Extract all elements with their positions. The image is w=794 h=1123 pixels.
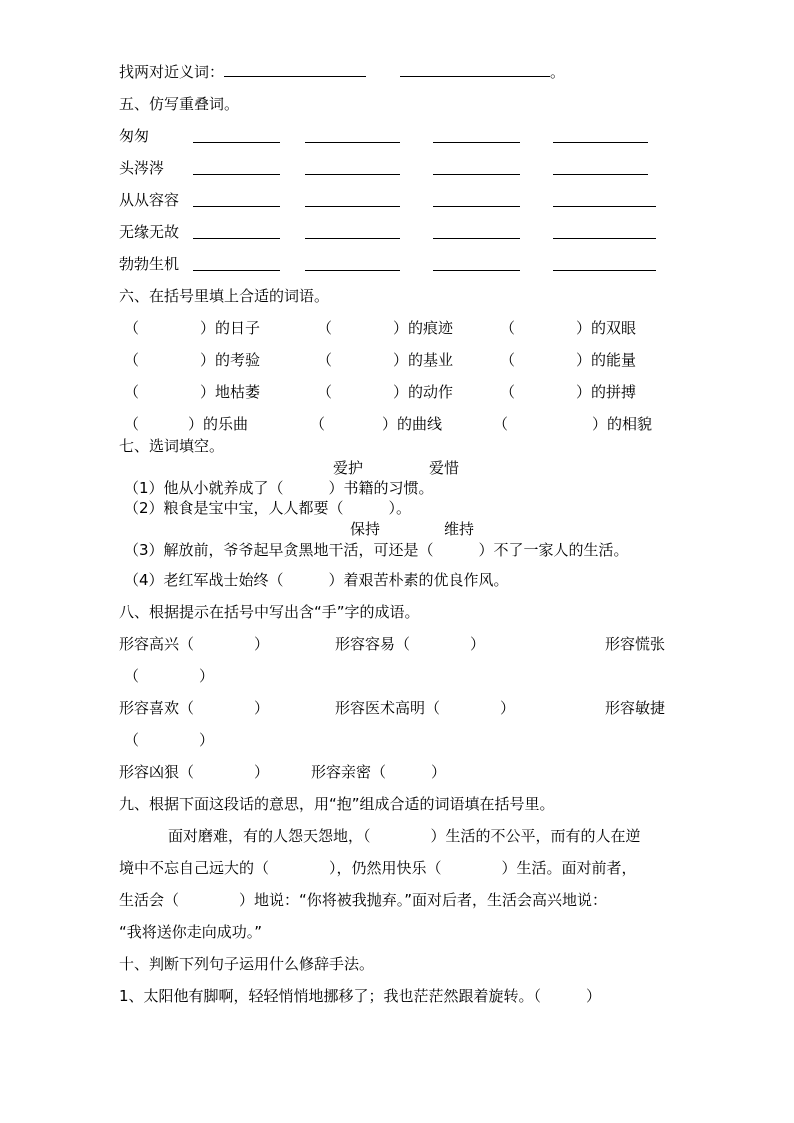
answer-blank[interactable] — [433, 256, 520, 271]
end-mark: 。 — [550, 63, 566, 81]
idiom-prompt: 形容喜欢（ ） — [119, 699, 270, 717]
phrase: ）的相貌 — [592, 415, 653, 433]
open-paren: （ — [310, 415, 326, 433]
answer-blank[interactable] — [433, 160, 520, 175]
phrase: ）的乐曲 — [188, 415, 249, 433]
paragraph-line: 境中不忘自己远大的（ ），仍然用快乐（ ）生活。面对前者， — [119, 859, 637, 877]
idiom-prompt: 形容医术高明（ ） — [335, 699, 516, 717]
section-title-10: 十、判断下列句子运用什么修辞手法。 — [119, 955, 375, 973]
answer-blank[interactable] — [193, 128, 280, 143]
sentence-1: （1）他从小就养成了（ ）书籍的习惯。 — [124, 479, 434, 497]
rhetoric-sentence-1: 1、太阳他有脚啊，轻轻悄悄地挪移了；我也茫茫然跟着旋转。（ ） — [119, 987, 602, 1005]
open-paren: （ — [124, 383, 140, 401]
synonym-line — [119, 62, 565, 82]
phrase: ）的动作 — [393, 383, 454, 401]
section-title-6: 六、在括号里填上合适的词语。 — [119, 287, 330, 305]
section-title-9: 九、根据下面这段话的意思，用“抱”组成合适的词语填在括号里。 — [119, 795, 555, 813]
open-paren: （ — [500, 351, 516, 369]
idiom-prompt: 形容容易（ ） — [335, 635, 486, 653]
paragraph-line: 面对磨难，有的人怨天怨地，（ ）生活的不公平，而有的人在逆 — [168, 827, 641, 845]
sentence-3: （3）解放前，爷爷起早贪黑地干活，可还是（ ）不了一家人的生活。 — [124, 541, 629, 559]
idiom-prompt: 形容敏捷 — [605, 699, 666, 717]
example-word: 勃勃生机 — [119, 255, 180, 273]
paragraph-line: 生活会（ ）地说：“你将被我抛弃。”面对后者，生活会高兴地说： — [119, 891, 608, 909]
open-paren: （ — [124, 319, 140, 337]
open-paren: （ — [493, 415, 509, 433]
idiom-prompt: 形容亲密（ ） — [311, 763, 447, 781]
word-choice: 保持 — [350, 520, 381, 538]
answer-blank[interactable] — [305, 256, 400, 271]
answer-blank[interactable] — [400, 62, 550, 77]
open-paren: （ — [317, 319, 333, 337]
answer-blank[interactable] — [193, 224, 280, 239]
phrase: ）的考验 — [200, 351, 261, 369]
section-title-5: 五、仿写重叠词。 — [119, 95, 240, 113]
answer-blank[interactable] — [305, 192, 400, 207]
idiom-blank: （ ） — [124, 731, 215, 749]
phrase: ）的双眼 — [576, 319, 637, 337]
open-paren: （ — [124, 351, 140, 369]
example-word: 匆匆 — [119, 127, 150, 145]
phrase: ）的曲线 — [382, 415, 443, 433]
answer-blank[interactable] — [193, 160, 280, 175]
open-paren: （ — [500, 383, 516, 401]
phrase: ）的日子 — [200, 319, 261, 337]
answer-blank[interactable] — [553, 224, 656, 239]
answer-blank[interactable] — [433, 128, 520, 143]
idiom-prompt: 形容凶狠（ ） — [119, 763, 270, 781]
word-choice: 爱护 — [333, 459, 364, 477]
answer-blank[interactable] — [193, 192, 280, 207]
sentence-2: （2）粮食是宝中宝，人人都要（ ）。 — [124, 499, 412, 517]
open-paren: （ — [500, 319, 516, 337]
phrase: ）的拼搏 — [576, 383, 637, 401]
idiom-prompt: 形容高兴（ ） — [119, 635, 270, 653]
answer-blank[interactable] — [433, 192, 520, 207]
answer-blank[interactable] — [433, 224, 520, 239]
paragraph-line: “我将送你走向成功。” — [119, 923, 263, 941]
open-paren: （ — [317, 383, 333, 401]
answer-blank[interactable] — [305, 160, 400, 175]
answer-blank[interactable] — [224, 62, 366, 77]
answer-blank[interactable] — [553, 128, 648, 143]
word-choice: 爱惜 — [429, 459, 460, 477]
answer-blank[interactable] — [553, 256, 656, 271]
section-title-7: 七、选词填空。 — [119, 437, 225, 455]
example-word: 从从容容 — [119, 191, 180, 209]
idiom-prompt: 形容慌张 — [605, 635, 666, 653]
section-title-8: 八、根据提示在括号中写出含“手”字的成语。 — [119, 603, 420, 621]
phrase: ）的基业 — [393, 351, 454, 369]
answer-blank[interactable] — [553, 160, 648, 175]
open-paren: （ — [317, 351, 333, 369]
answer-blank[interactable] — [553, 192, 656, 207]
example-word: 头涔涔 — [119, 159, 165, 177]
sentence-4: （4）老红军战士始终（ ）着艰苦朴素的优良作风。 — [124, 571, 509, 589]
answer-blank[interactable] — [305, 224, 400, 239]
synonym-label: 找两对近义词： — [119, 63, 225, 81]
phrase: ）地枯萎 — [200, 383, 261, 401]
phrase: ）的能量 — [576, 351, 637, 369]
idiom-blank: （ ） — [124, 667, 215, 685]
answer-blank[interactable] — [193, 256, 280, 271]
open-paren: （ — [124, 415, 140, 433]
phrase: ）的痕迹 — [393, 319, 454, 337]
answer-blank[interactable] — [305, 128, 400, 143]
example-word: 无缘无故 — [119, 223, 180, 241]
word-choice: 维持 — [444, 520, 475, 538]
